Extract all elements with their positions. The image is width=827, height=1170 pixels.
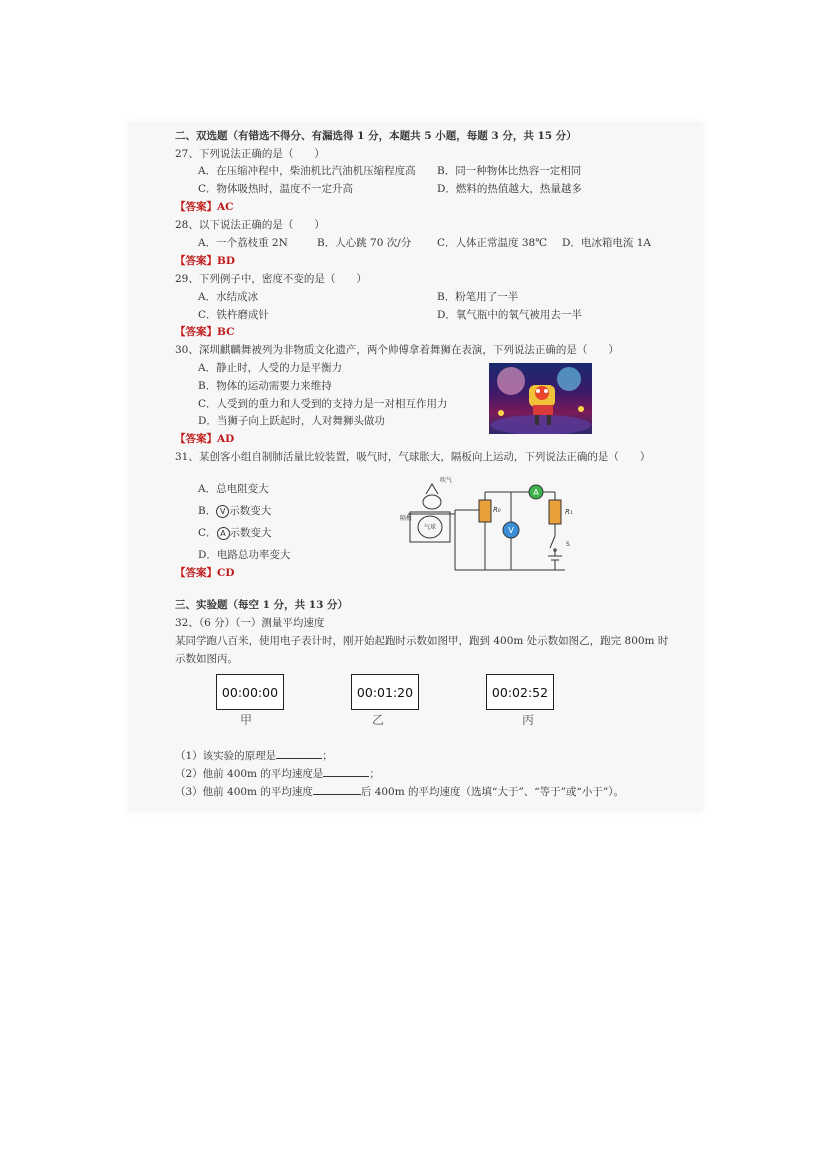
resistor-r1 [549,500,561,524]
q31-answer: 【答案】CD [175,567,235,579]
q28-option-c: C．人体正常温度 38℃ [437,237,547,249]
timer-bing-label: 丙 [522,713,535,727]
q32-desc-line1: 某同学跑八百米，使用电子表计时，刚开始起跑时示数如图甲，跑到 400m 处示数如图乙，跑完 800m 时 [175,635,669,647]
voltmeter-symbol-icon: V [216,505,229,518]
r0-label: R₀ [493,506,501,514]
q32-sub3-blank[interactable] [313,784,361,795]
section2-heading: 二、双选题（有错选不得分、有漏选得 1 分，本题共 5 小题，每题 3 分，共 15 分） [175,130,577,142]
r1-label: R₁ [565,508,573,516]
q32-sub1-prefix: （1）该实验的原理是 [175,750,277,762]
q31-option-c: C． A 示数变大 [198,527,272,539]
q32-sub3-prefix: （3）他前 400m 的平均速度 [175,786,313,798]
q27-option-c: C．物体吸热时，温度不一定升高 [198,183,354,195]
balloon-label: 气球 [424,524,437,531]
q27-option-b: B．同一种物体比热容一定相同 [437,165,582,177]
timer-yi-label: 乙 [372,713,385,727]
q27-option-a: A．在压缩冲程中，柴油机比汽油机压缩程度高 [198,165,416,177]
q32-sub3 [175,784,624,799]
lion-dance-photo [489,363,592,434]
blow-label: 吹气 [440,477,453,484]
q29-option-a: A．水结成冰 [198,291,259,303]
q30-stem: 30、深圳麒麟舞被列为非物质文化遗产，两个帅傅拿着舞狮在表演，下列说法正确的是（ ） [175,344,619,356]
q32-sub2-suffix: ； [369,768,380,780]
timer-yi-display: 00:01:20 [351,674,419,710]
ammeter-symbol-icon: A [217,527,230,540]
q27-stem: 27、下列说法正确的是（ ） [175,148,325,160]
q28-answer: 【答案】BD [175,255,235,267]
q30-option-b: B．物体的运动需要力来维持 [198,380,332,392]
q31-stem: 31、某创客小组自制肺活量比较装置，吸气时，气球胀大，隔板向上运动，下列说法正确的是（ ） [175,451,651,463]
q30-option-c: C．人受到的重力和人受到的支持力是一对相互作用力 [198,398,448,410]
voltmeter-label: V [508,526,514,535]
q32-sub1-blank[interactable] [276,748,322,759]
timer-bing-display: 00:02:52 [486,674,554,710]
q32-sub1-suffix: ； [322,750,333,762]
q31-option-b: B． V 示数变大 [198,505,272,517]
q28-option-d: D．电冰箱电流 1A [562,237,652,249]
q32-sub3-suffix: 后 400m 的平均速度（选填“大于”、“等于”或“小于”）。 [360,786,624,798]
timer-jia-label: 甲 [240,713,253,727]
q29-option-d: D．氧气瓶中的氧气被用去一半 [437,309,582,321]
q28-stem: 28、以下说法正确的是（ ） [175,219,325,231]
q31-option-b-text: 示数变大 [229,505,272,517]
q29-option-b: B．粉笔用了一半 [437,291,519,303]
section3-heading: 三、实验题（每空 1 分，共 13 分） [175,599,349,611]
circuit-diagram [400,470,580,576]
q30-answer: 【答案】AD [175,433,235,445]
q31-option-a: A．总电阻变大 [198,483,269,495]
q32-sub2-blank[interactable] [323,766,369,777]
q30-option-d: D．当狮子向上跃起时，人对舞狮头做功 [198,415,385,427]
q32-sub2 [175,766,380,781]
q32-desc-line2: 示数如图丙。 [175,653,238,665]
q32-sub1 [175,748,333,763]
q27-answer: 【答案】AC [175,201,234,213]
partition-label: 隔板 [400,515,413,522]
q29-stem: 29、下列例子中，密度不变的是（ ） [175,273,367,285]
q31-option-c-text: 示数变大 [229,527,272,539]
timer-jia-display: 00:00:00 [216,674,284,710]
q28-option-a: A．一个荔枝重 2N [198,237,288,249]
q31-option-d: D．电路总功率变大 [198,549,291,561]
q32-sub2-prefix: （2）他前 400m 的平均速度是 [175,768,324,780]
q30-option-a: A．静止时，人受的力是平衡力 [198,362,343,374]
q28-option-b: B．人心跳 70 次/分 [317,237,412,249]
switch-label: S [566,541,570,548]
lion-dance-illustration [489,363,592,434]
q27-option-d: D．燃料的热值越大，热量越多 [437,183,582,195]
q29-option-c: C．铁杵磨成针 [198,309,270,321]
q29-answer: 【答案】BC [175,326,235,338]
resistor-r0 [479,500,491,522]
q32-title: 32、（6 分）（一）测量平均速度 [175,617,325,629]
ammeter-label: A [533,488,539,497]
